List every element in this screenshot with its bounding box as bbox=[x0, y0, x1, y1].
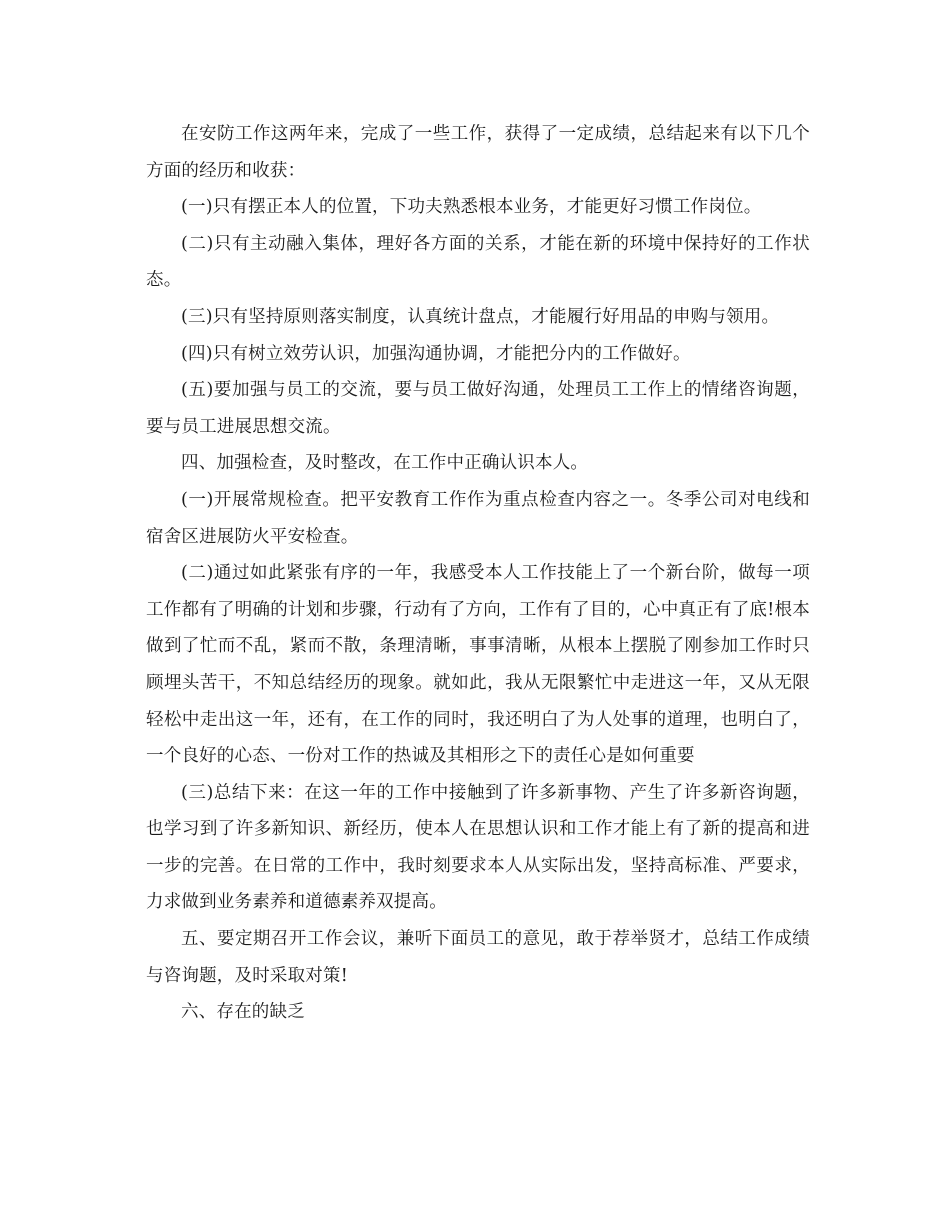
paragraph-section4-item-3: (三)总结下来：在这一年的工作中接触到了许多新事物、产生了许多新咨询题，也学习到了许多新知识、新经历，使本人在思想认识和工作才能上有了新的提高和进一步的完善。在日常的工作中，我时刻要求本人从实际出发，坚持高标准、严要求，力求做到业务素养和道德素养双提高。 bbox=[146, 782, 810, 913]
paragraph-item-2: (二)只有主动融入集体，理好各方面的关系，才能在新的环境中保持好的工作状态。 bbox=[146, 233, 810, 291]
paragraph-section4-item-1: (一)开展常规检查。把平安教育工作作为重点检查内容之一。冬季公司对电线和宿舍区进展防火平安检查。 bbox=[146, 489, 810, 547]
paragraph-item-4: (四)只有树立效劳认识，加强沟通协调，才能把分内的工作做好。 bbox=[181, 343, 691, 364]
paragraph-item-3: (三)只有坚持原则落实制度，认真统计盘点，才能履行好用品的申购与领用。 bbox=[181, 306, 780, 327]
section-heading-5: 五、要定期召开工作会议，兼听下面员工的意见，敢于荐举贤才，总结工作成绩与咨询题，及时采取对策! bbox=[146, 929, 810, 986]
document-body bbox=[146, 116, 810, 1031]
paragraph-item-5: (五)要加强与员工的交流，要与员工做好沟通，处理员工工作上的情绪咨询题，要与员工进展思想交流。 bbox=[146, 380, 810, 437]
paragraph-section4-item-2: (二)通过如此紧张有序的一年，我感受本人工作技能上了一个新台阶，做每一项工作都有了明确的计划和步骤，行动有了方向，工作有了目的，心中真正有了底!根本做到了忙而不乱，紧而不散，条理清晰，事事清晰，从根本上摆脱了刚参加工作时只顾埋头苦干，不知总结经历的现象。就如此，我从无限繁忙中走进这一年，又从无限轻松中走出这一年，还有，在工作的同时，我还明白了为人处事的道理，也明白了，一个良好的心态、一份对工作的热诚及其相形之下的责任心是如何重要 bbox=[146, 563, 810, 767]
paragraph-intro: 在安防工作这两年来，完成了一些工作，获得了一定成绩，总结起来有以下几个方面的经历和收获： bbox=[146, 124, 810, 181]
section-heading-4: 四、加强检查，及时整改，在工作中正确认识本人。 bbox=[181, 453, 589, 474]
section-heading-6: 六、存在的缺乏 bbox=[181, 1002, 305, 1023]
paragraph-item-1: (一)只有摆正本人的位置，下功夫熟悉根本业务，才能更好习惯工作岗位。 bbox=[181, 197, 762, 218]
